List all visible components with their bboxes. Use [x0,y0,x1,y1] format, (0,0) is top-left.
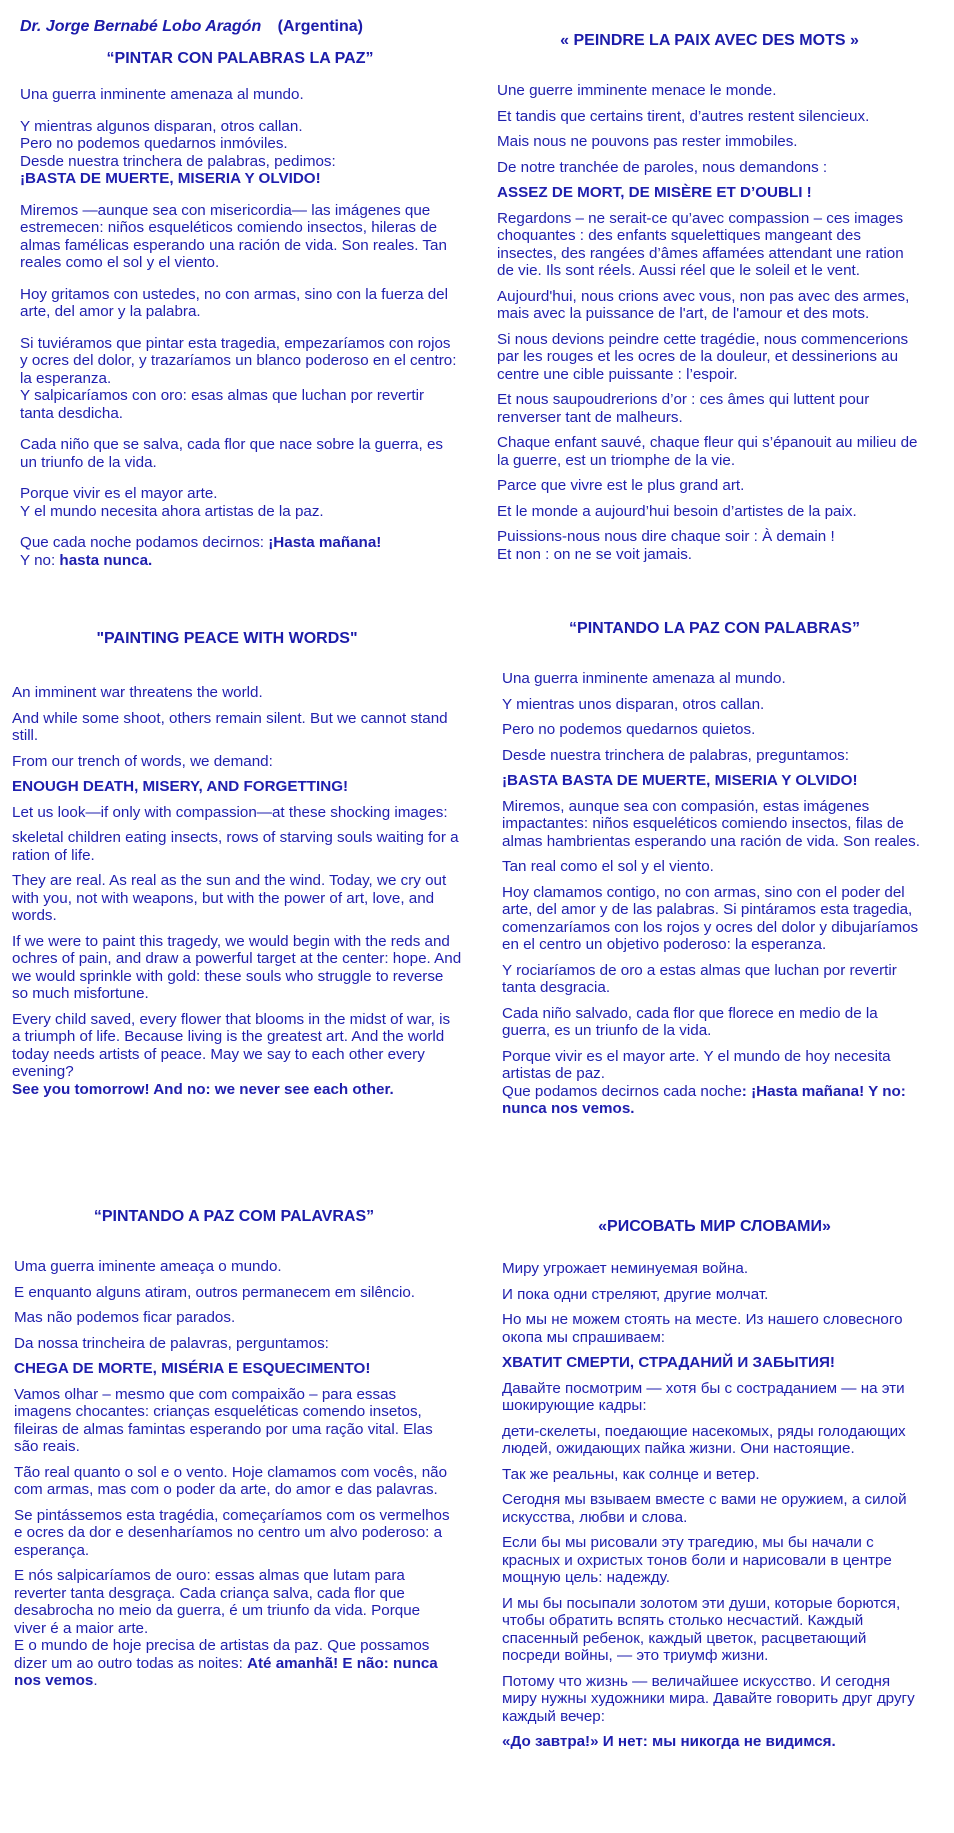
es-closing [20,534,460,552]
russian-title: «РИСОВАТЬ МИР СЛОВАМИ» [598,1218,831,1235]
es-paragraph: Miremos —aunque sea con misericordia— las imágenes que estremecen: niños esqueléticos comiendo insectos, hileras de almas famélicas esperando una ración de vida. Son reales. Tan reales como el sol y el viento. [20,201,447,271]
es-paragraph: Hoy gritamos con ustedes, no con armas, sino con la fuerza del arte, del amor y la palabra. [20,285,449,320]
en-closing: See you tomorrow! And no: we never see each other. [12,1080,394,1098]
portuguese-title: “PINTANDO A PAZ COM PALAVRAS” [93,1208,375,1225]
russian-poem [502,1218,927,1759]
fr-paragraph: Regardons – ne serait-ce qu’avec compassion – ces images choquantes : des enfants squelettiques mangeant des insectes, des rangées d’âmes affamées attendant une ration de vie. Ils sont réels. Aussi réel que le soleil et le vent. [497,209,904,279]
es-paragraph: Si tuviéramos que pintar esta tragedia, empezaríamos con rojos y ocres del dolor, y trazaríamos un blanco poderoso en el centro: la esperanza. Y salpicaríamos con oro: esas almas que luchan por revertir tanta desdicha. [20,334,457,422]
author-line [20,18,363,36]
es2-paragraph: Una guerra inminente amenaza al mundo. [502,670,786,687]
es-closing-text: Que cada noche podamos decirnos: [20,534,269,551]
fr-exclamation: ASSEZ DE MORT, DE MISÈRE ET D’OUBLI ! [497,184,812,201]
es2-paragraph: Y rociaríamos de oro a estas almas que luchan por revertir tanta desgracia. [502,961,897,996]
pt-exclamation: CHEGA DE MORTE, MISÉRIA E ESQUECIMENTO! [14,1360,371,1377]
ru-paragraph: И пока одни стреляют, другие молчат. [502,1285,769,1303]
ru-paragraph: дети-скелеты, поедающие насекомых, ряды голодающих людей, ожидающих пайка жизни. Они настоящие. [502,1422,906,1457]
french-title: « PEINDRE LA PAIX AVEC DES MOTS » [560,32,859,49]
es2-paragraph: Desde nuestra trinchera de palabras, preguntamos: [502,746,849,764]
es-paragraph: Cada niño que se salva, cada flor que nace sobre la guerra, es un triunfo de la vida. [20,436,443,471]
es-closing-bold-2: hasta nunca. [59,551,153,569]
portuguese-poem [14,1208,454,1698]
french-poem [497,32,922,571]
pt-paragraph: Se pintássemos esta tragédia, começaríamos com os vermelhos e ocres da dor e desenharíamos no centro um alvo poderoso: a esperança. [14,1506,450,1559]
pt-closing [14,1567,454,1690]
en-paragraph: An imminent war threatens the world. [12,684,263,701]
ru-paragraph: Если бы мы рисовали эту трагедию, мы бы начали с красных и охристых тонов боли и нарисовали в центре мощную цель: надежду. [502,1534,892,1586]
ru-paragraph: Миру угрожает неминуемая война. [502,1260,749,1277]
pt-paragraph: Mas não podemos ficar parados. [14,1309,236,1326]
es2-closing-text: Que podamos decirnos cada noche [502,1082,742,1100]
fr-paragraph: Chaque enfant sauvé, chaque fleur qui s’épanouit au milieu de la guerre, est un triomphe de la vie. [497,434,918,469]
en-paragraph: skeletal children eating insects, rows of starving souls waiting for a ration of life. [12,829,459,864]
pt-paragraph: E enquanto alguns atiram, outros permanecem em silêncio. [14,1283,415,1301]
spanish-poem [20,50,460,577]
es2-paragraph: Tan real como el sol y el viento. [502,858,714,875]
ru-paragraph: Сегодня мы взываем вместе с вами не оружием, а силой искусства, любви и слова. [502,1491,907,1526]
es-paragraph: Y mientras algunos disparan, otros callan. Pero no podemos quedarnos inmóviles. Desde nuestra trinchera de palabras, pedimos: [20,117,336,170]
fr-paragraph: Mais nous ne pouvons pas rester immobiles. [497,133,798,150]
fr-paragraph: Puissions-nous nous dire chaque soir : À demain ! Et non : on ne se voit jamais. [497,528,835,563]
ru-paragraph: Так же реальны, как солнце и ветер. [502,1465,760,1483]
spanish-2-title: “PINTANDO LA PAZ CON PALABRAS” [569,620,860,637]
es2-paragraph: Miremos, aunque sea con compasión, estas imágenes impactantes: niños esqueléticos comiendo insectos, filas de almas hambrientas esperando una ración de vida. Son reales. [502,797,920,850]
pt-paragraph: Uma guerra iminente ameaça o mundo. [14,1258,282,1275]
fr-paragraph: Et le monde a aujourd’hui besoin d’artistes de la paix. [497,502,857,520]
es2-closing [502,1083,927,1118]
es-closing-bold: ¡Hasta mañana! [268,534,382,551]
spanish-title: “PINTAR CON PALABRAS LA PAZ” [106,50,374,67]
es-closing-2 [20,552,460,570]
ru-paragraph: Давайте посмотрим — хотя бы с состраданием — на эти шокирующие кадры: [502,1379,905,1414]
ru-closing: «До завтра!» И нет: мы никогда не видимся. [502,1733,836,1750]
english-title: "PAINTING PEACE WITH WORDS" [96,630,358,647]
author-country: (Argentina) [277,18,363,35]
pt-closing-bold: Até amanhã! E não: nunca nos vemos [14,1654,438,1689]
pt-closing-period: . [93,1672,98,1689]
pt-paragraph: Tão real quanto o sol e o vento. Hoje clamamos com vocês, não com armas, mas com o poder da arte, do amor e das palavras. [14,1463,448,1498]
en-paragraph: And while some shoot, others remain silent. But we cannot stand still. [12,709,448,744]
es2-paragraph: Porque vivir es el mayor arte. Y el mundo de hoy necesita artistas de paz. [502,1047,891,1082]
es-paragraph: Una guerra inminente amenaza al mundo. [20,86,304,103]
es-exclamation: ¡BASTA DE MUERTE, MISERIA Y OLVIDO! [20,170,321,187]
fr-paragraph: Et nous saupoudrerions d’or : ces âmes qui luttent pour renverser tant de malheurs. [497,391,870,426]
es2-paragraph: Pero no podemos quedarnos quietos. [502,721,756,738]
es-paragraph: Porque vivir es el mayor arte. Y el mundo necesita ahora artistas de la paz. [20,485,324,520]
ru-paragraph: Но мы не можем стоять на месте. Из нашего словесного окопа мы спрашиваем: [502,1311,903,1346]
english-poem [12,630,462,1106]
en-exclamation: ENOUGH DEATH, MISERY, AND FORGETTING! [12,778,349,795]
en-paragraph: Every child saved, every flower that blooms in the midst of war, is a triumph of life. Because living is the greatest art. And the world today needs artists of peace. May we say to each other every evening? [12,1010,451,1080]
ru-paragraph: Потому что жизнь — величайшее искусство. И сегодня миру нужны художники мира. Давайте говорить друг другу каждый вечер: [502,1672,915,1725]
es2-paragraph: Cada niño salvado, cada flor que florece en medio de la guerra, es un triunfo de la vida. [502,1004,878,1039]
en-paragraph: If we were to paint this tragedy, we would begin with the reds and ochres of pain, and draw a powerful target at the center: hope. And we would sprinkle with gold: these souls who struggle to reverse so much misfortune. [12,932,462,1002]
fr-paragraph: Et tandis que certains tirent, d’autres restent silencieux. [497,107,870,125]
es2-closing-bold: : ¡Hasta mañana! Y no: nunca nos vemos. [502,1082,906,1117]
fr-paragraph: Parce que vivre est le plus grand art. [497,477,745,494]
pt-paragraph: Da nossa trincheira de palavras, perguntamos: [14,1334,329,1352]
ru-paragraph: И мы бы посыпали золотом эти души, которые борются, чтобы обратить вспять столько несчастий. Каждый спасенный ребенок, каждый цветок, расцветающий посреди войны, — это триумф жизни. [502,1594,901,1664]
en-paragraph: Let us look—if only with compassion—at these shocking images: [12,803,448,821]
author-name: Dr. Jorge Bernabé Lobo Aragón [20,18,262,35]
es-closing-text-2: Y no: [20,551,60,569]
es2-paragraph: Y mientras unos disparan, otros callan. [502,695,765,713]
fr-paragraph: Une guerre imminente menace le monde. [497,82,777,99]
spanish-poem-2 [502,620,927,1126]
pt-paragraph: Vamos olhar – mesmo que com compaixão – para essas imagens chocantes: crianças esqueléticas comendo insetos, fileiras de almas famintas esperando por uma ração vital. Elas são reais. [14,1385,433,1455]
fr-paragraph: Aujourd'hui, nous crions avec vous, non pas avec des armes, mais avec la puissance de l'art, de l'amour et des mots. [497,287,910,322]
en-paragraph: From our trench of words, we demand: [12,752,273,770]
es2-exclamation: ¡BASTA BASTA DE MUERTE, MISERIA Y OLVIDO! [502,772,858,789]
pt-closing-text: E nós salpicaríamos de ouro: essas almas que lutam para reverter tanta desgraça. Cada criança salva, cada flor que desabrocha no meio da guerra, é um triunfo da vida. Porque viver é a maior arte. E o mundo de hoje precisa de artistas da paz. Que possamos dizer um ao outro todas as noites: [14,1567,430,1672]
ru-exclamation: ХВАТИТ СМЕРТИ, СТРАДАНИЙ И ЗАБЫТИЯ! [502,1354,835,1371]
fr-paragraph: De notre tranchée de paroles, nous demandons : [497,158,828,176]
en-paragraph: They are real. As real as the sun and the wind. Today, we cry out with you, not with weapons, but with the power of art, love, and words. [12,872,447,924]
es2-paragraph: Hoy clamamos contigo, no con armas, sino con el poder del arte, del amor y de las palabras. Si pintáramos esta tragedia, comenzaríamos con los rojos y ocres del dolor y dibujaríamos en el centro un objetivo poderoso: la esperanza. [502,883,919,953]
fr-paragraph: Si nous devions peindre cette tragédie, nous commencerions par les rouges et les ocres de la douleur, et dessinerions au centre une cible puissante : l’espoir. [497,330,909,383]
